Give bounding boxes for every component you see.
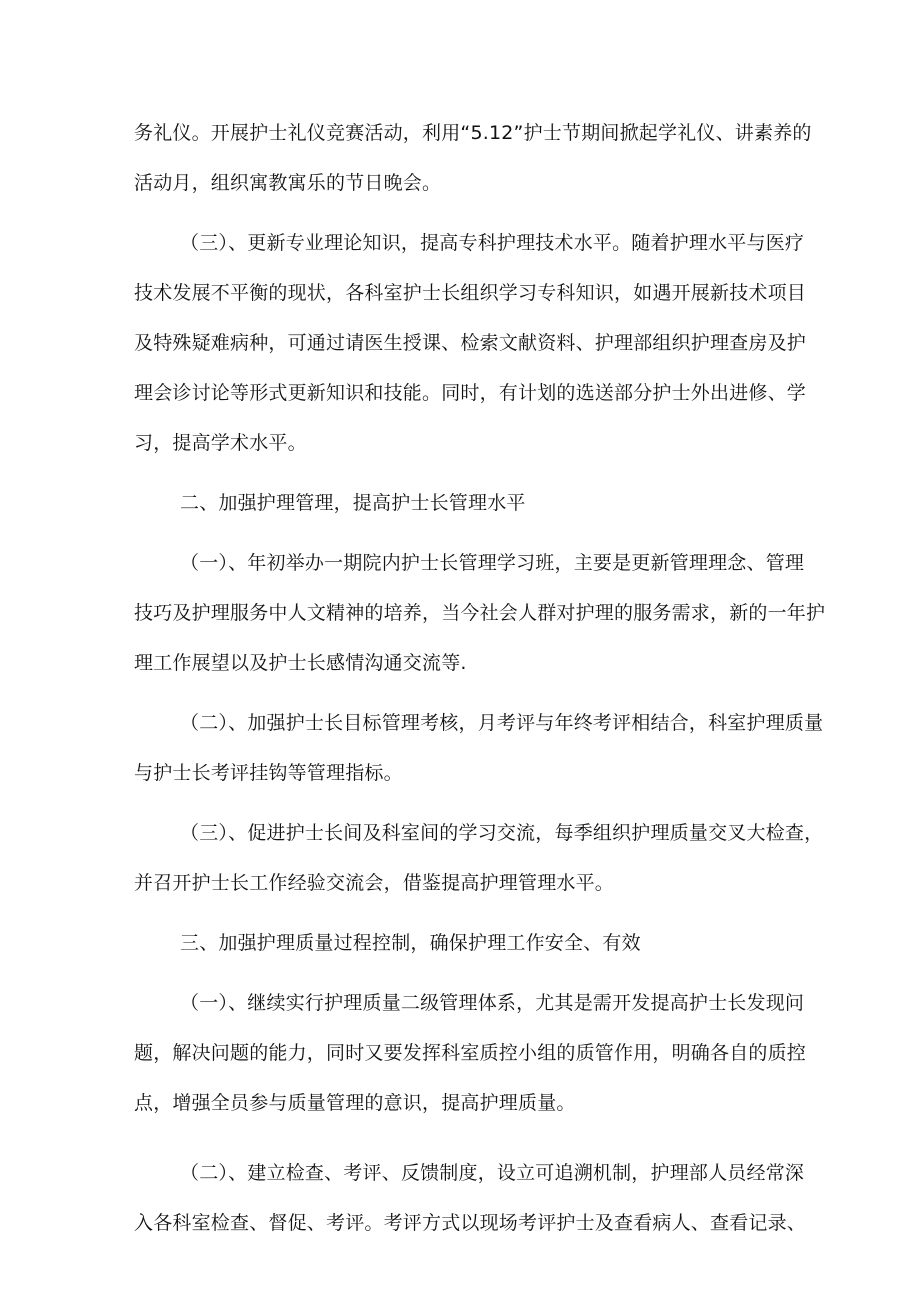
text-line-18: 题，解决问题的能力，同时又要发挥科室质控小组的质管作用，明确各自的质控 <box>134 1042 807 1064</box>
text-line-15: 并召开护士长工作经验交流会，借鉴提高护理管理水平。 <box>134 872 615 894</box>
text-line-1: 务礼仪。开展护士礼仪竞赛活动，利用“5.12”护士节期间掀起学礼仪、讲素养的 <box>134 122 812 144</box>
text-line-12: （二）、加强护士长目标管理考核，月考评与年终考评相结合，科室护理质量 <box>180 712 824 734</box>
text-line-14: （三）、促进护士长间及科室间的学习交流，每季组织护理质量交叉大检查， <box>180 822 824 844</box>
text-line-17: （一）、继续实行护理质量二级管理体系，尤其是需开发提高护士长发现问 <box>180 992 805 1014</box>
text-line-4: 技术发展不平衡的现状，各科室护士长组织学习专科知识，如遇开展新技术项目 <box>134 282 807 304</box>
text-line-5: 及特殊疑难病种，可通过请医生授课、检索文献资料、护理部组织护理查房及护 <box>134 332 807 354</box>
section-heading-3: 三、加强护理质量过程控制，确保护理工作安全、有效 <box>180 932 641 954</box>
text-line-21: 入各科室检查、督促、考评。考评方式以现场考评护士及查看病人、查看记录、 <box>134 1212 807 1234</box>
text-line-13: 与护士长考评挂钩等管理指标。 <box>134 762 403 784</box>
text-line-10: 技巧及护理服务中人文精神的培养，当今社会人群对护理的服务需求，新的一年护 <box>134 602 826 624</box>
text-line-9: （一）、年初举办一期院内护士长管理学习班，主要是更新管理理念、管理 <box>180 552 805 574</box>
text-line-2: 活动月，组织寓教寓乐的节日晚会。 <box>134 172 442 194</box>
text-line-7: 习，提高学术水平。 <box>134 432 307 454</box>
text-line-11: 理工作展望以及护士长感情沟通交流等. <box>134 652 467 674</box>
text-line-19: 点，增强全员参与质量管理的意识，提高护理质量。 <box>134 1092 576 1114</box>
text-line-3: （三）、更新专业理论知识，提高专科护理技术水平。随着护理水平与医疗 <box>180 232 805 254</box>
text-line-20: （二）、建立检查、考评、反馈制度，设立可追溯机制，护理部人员经常深 <box>180 1162 805 1184</box>
section-heading-2: 二、加强护理管理，提高护士长管理水平 <box>180 492 526 514</box>
text-line-6: 理会诊讨论等形式更新知识和技能。同时，有计划的选送部分护士外出进修、学 <box>134 382 807 404</box>
